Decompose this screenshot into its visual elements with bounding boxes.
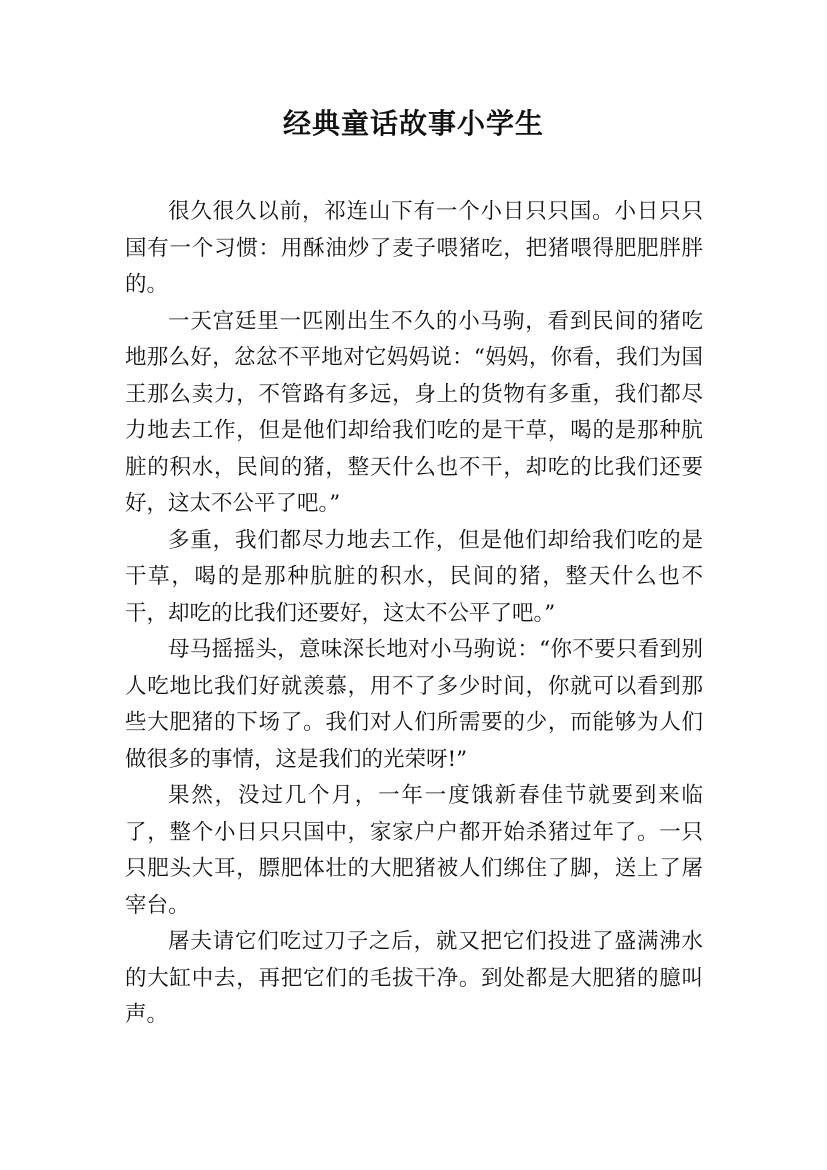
paragraph-2: 一天宫廷里一匹刚出生不久的小马驹，看到民间的猪吃地那么好，忿忿不平地对它妈妈说：“妈妈，你看，我们为国王那么卖力，不管路有多远，身上的货物有多重，我们都尽力地去工作，但是他们却给我们吃的是干草，喝的是那种肮脏的积水，民间的猪，整天什么也不干，却吃的比我们还要好，这太不公平了吧。” — [125, 308, 703, 516]
document-title: 经典童话故事小学生 — [282, 107, 544, 140]
paragraph-3: 多重，我们都尽力地去工作，但是他们却给我们吃的是干草，喝的是那种肮脏的积水，民间的猪，整天什么也不干，却吃的比我们还要好，这太不公平了吧。” — [125, 527, 703, 626]
paragraph-1: 很久很久以前，祁连山下有一个小日只只国。小日只只国有一个习惯：用酥油炒了麦子喂猪吃，把猪喂得肥肥胖胖的。 — [125, 199, 703, 297]
paragraph-6: 屠夫请它们吃过刀子之后，就又把它们投进了盛满沸水的大缸中去，再把它们的毛拔干净。到处都是大肥猪的臆叫声。 — [125, 929, 703, 1027]
document-body — [125, 194, 703, 1034]
paragraph-4: 母马摇摇头，意味深长地对小马驹说：“你不要只看到别人吃地比我们好就羡慕，用不了多少时间，你就可以看到那些大肥猪的下场了。我们对人们所需要的少，而能够为人们做很多的事情，这是我们的光荣呀!” — [125, 637, 703, 772]
paragraph-5: 果然，没过几个月，一年一度饿新春佳节就要到来临了，整个小日只只国中，家家户户都开始杀猪过年了。一只只肥头大耳，膘肥体壮的大肥猪被人们绑住了脚，送上了屠宰台。 — [125, 783, 703, 918]
